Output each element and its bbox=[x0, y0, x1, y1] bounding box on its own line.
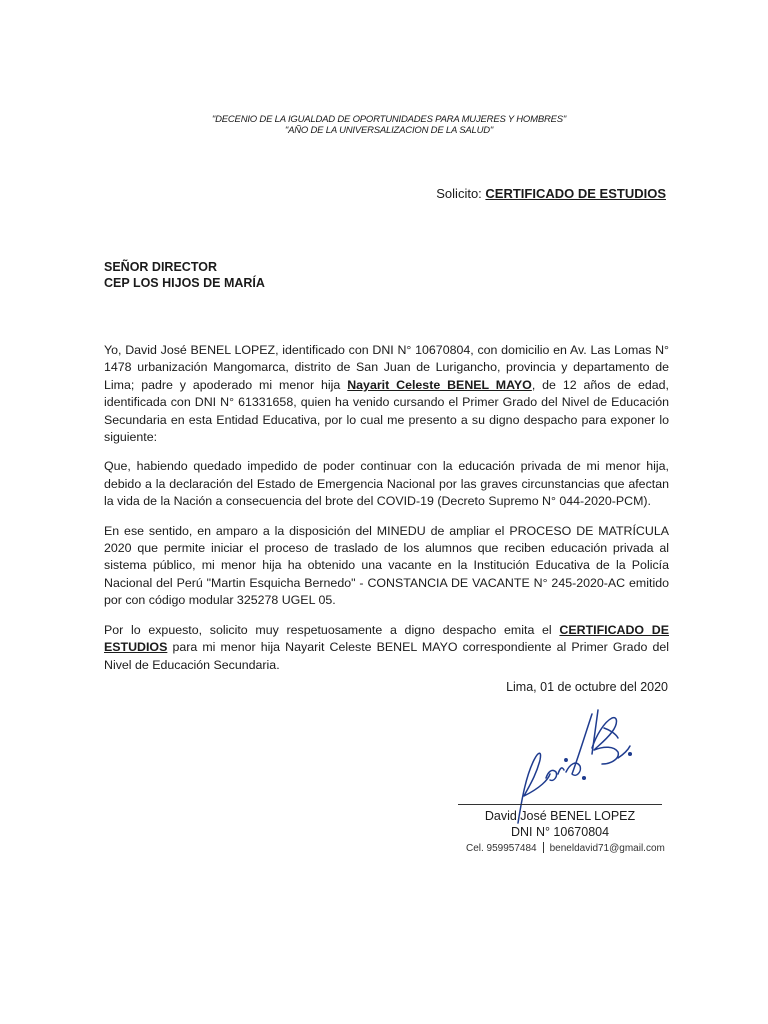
signer-name: David José BENEL LOPEZ bbox=[484, 809, 636, 823]
handwritten-signature bbox=[500, 688, 650, 828]
subject-line bbox=[436, 186, 666, 201]
signer-block bbox=[458, 808, 662, 840]
addressee-institution: CEP LOS HIJOS DE MARÍA bbox=[104, 276, 265, 290]
letter-body bbox=[104, 342, 669, 686]
contact-separator bbox=[543, 842, 544, 853]
paragraph-reason: Que, habiendo quedado impedido de poder continuar con la educación privada de mi menor hija, debido a la declaración del Estado de Emergencia Nacional por las graves circunstancias que afectan la vida de la Nación a consecuencia del brote del COVID-19 (Decreto Supremo N° 044-2020-PCM). bbox=[104, 459, 669, 509]
signature-line bbox=[458, 804, 662, 805]
signer-dni: DNI N° 10670804 bbox=[510, 825, 610, 839]
paragraph-introduction-part2: , de 12 años de edad, identificada con DNI N° 61331658, quien ha venido cursando el Primer Grado del Nivel de Educación Secundaria en esta Entidad Educativa, por lo cual me presento a su digno despacho para exponer lo siguiente: bbox=[104, 377, 669, 445]
paragraph-request-part2: para mi menor hija Nayarit Celeste BENEL MAYO correspondiente al Primer Grado del Nivel de Educación Secundaria. bbox=[104, 640, 669, 672]
paragraph-introduction-part1: Yo, David José BENEL LOPEZ, identificado con DNI N° 10670804, con domicilio en Av. Las Lomas N° 1478 urbanización Mangomarca, distrito de San Juan de Lurigancho, provincia y departamento de Lima; padre y apoderado mi menor hija bbox=[104, 343, 669, 392]
student-name: Nayarit Celeste BENEL MAYO bbox=[347, 377, 532, 392]
paragraph-introduction bbox=[104, 342, 669, 446]
header-mottos bbox=[0, 114, 768, 136]
paragraph-request bbox=[104, 622, 669, 674]
paragraph-request-part1: Por lo expuesto, solicito muy respetuosamente a digno despacho emita el bbox=[104, 622, 560, 637]
date-line: Lima, 01 de octubre del 2020 bbox=[506, 680, 668, 694]
subject-value: CERTIFICADO DE ESTUDIOS bbox=[485, 186, 666, 201]
contact-email: beneldavid71@gmail.com bbox=[549, 843, 665, 854]
paragraph-context: En ese sentido, en amparo a la disposición del MINEDU de ampliar el PROCESO DE MATRÍCULA 2020 que permite iniciar el proceso de traslado de los alumnos que reciben educación privada al sistema público, mi menor hija ha obtenido una vacante en la Institución Educativa de la Policía Nacional del Perú "Martin Esquicha Bernedo" - CONSTANCIA DE VACANTE N° 245-2020-AC emitido por con código modular 325278 UGEL 05. bbox=[104, 523, 669, 608]
subject-label: Solicito: bbox=[436, 186, 482, 201]
header-motto-2: "AÑO DE LA UNIVERSALIZACION DE LA SALUD" bbox=[284, 125, 494, 136]
contact-line bbox=[466, 842, 665, 854]
addressee-block bbox=[104, 259, 265, 291]
contact-phone: Cel. 959957484 bbox=[466, 843, 537, 854]
requested-document: CERTIFICADO DE ESTUDIOS bbox=[104, 622, 669, 655]
addressee-title: SEÑOR DIRECTOR bbox=[104, 260, 217, 274]
header-motto-1: "DECENIO DE LA IGUALDAD DE OPORTUNIDADES PARA MUJERES Y HOMBRES" bbox=[211, 114, 567, 125]
